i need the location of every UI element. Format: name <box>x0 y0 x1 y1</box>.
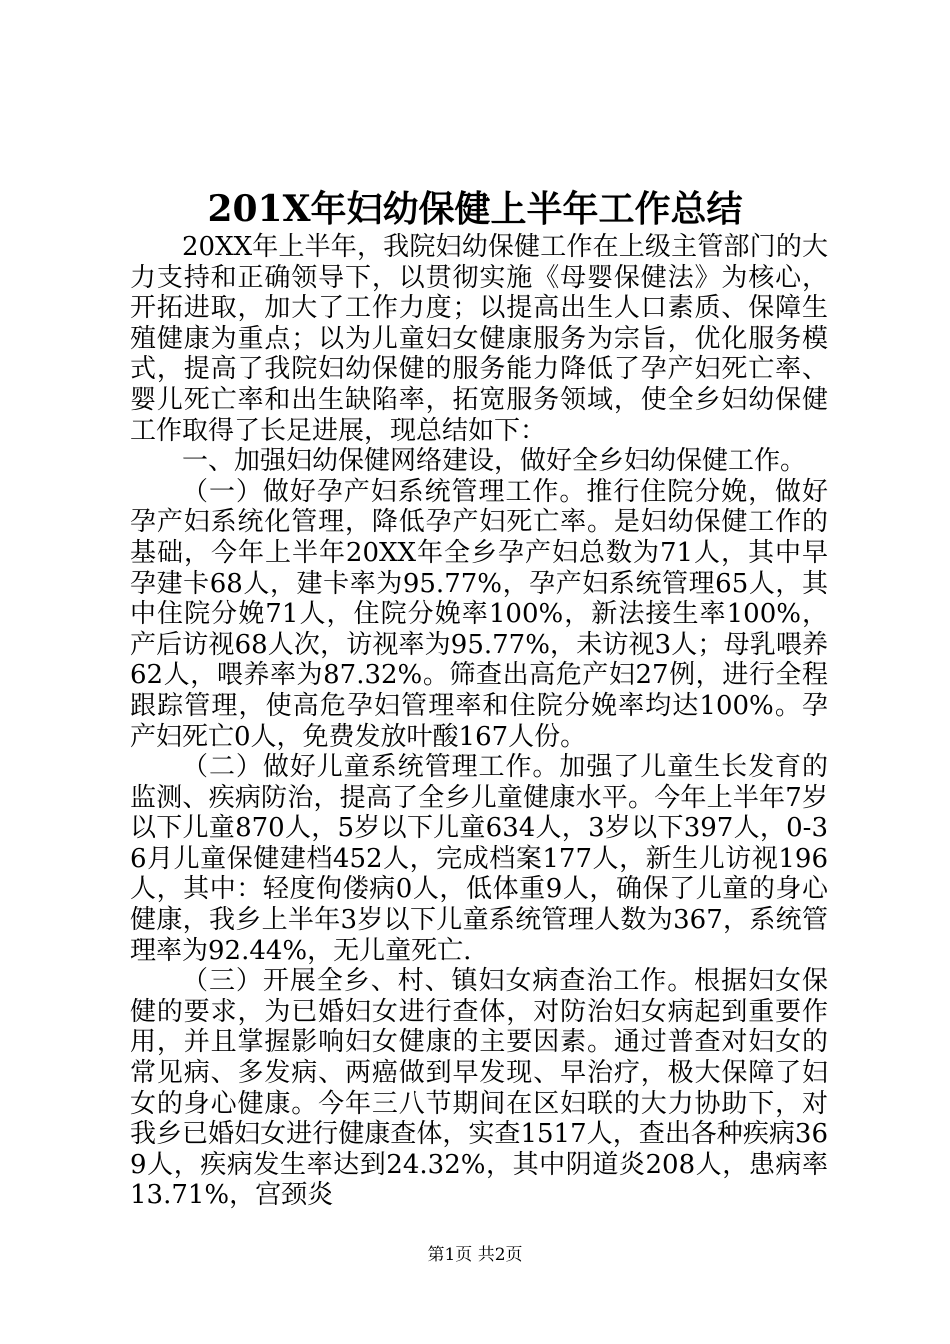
subsection-paragraph-1: （一）做好孕产妇系统管理工作。推行住院分娩，做好孕产妇系统化管理，降低孕产妇死亡率。是妇幼保健工作的基础，今年上半年20XX年全乡孕产妇总数为71人，其中早孕建卡68人，建卡率为95.77%，孕产妇系统管理65人，其中住院分娩71人，住院分娩率100%，新法接生率100%，产后访视68人次，访视率为95.77%，未访视3人；母乳喂养62人，喂养率为87.32%。筛查出高危产妇27例，进行全程跟踪管理，使高危孕妇管理率和住院分娩率均达100%。孕产妇死亡0人，免费发放叶酸167人份。 <box>130 476 828 752</box>
section-heading-1: 一、加强妇幼保健网络建设，做好全乡妇幼保健工作。 <box>182 446 807 477</box>
page-footer: 第1页 共2页 <box>427 1245 523 1265</box>
subsection-paragraph-3: （三）开展全乡、村、镇妇女病查治工作。根据妇女保健的要求，为已婚妇女进行查体，对防治妇女病起到重要作用，并且掌握影响妇女健康的主要因素。通过普查对妇女的常见病、多发病、两癌做到早发现、早治疗，极大保障了妇女的身心健康。今年三八节期间在区妇联的大力协助下，对我乡已婚妇女进行健康查体，实查1517人，查出各种疾病369人，疾病发生率达到24.32%，其中阴道炎208人，患病率13.71%，宫颈炎 <box>130 966 828 1211</box>
subsection-paragraph-2: （二）做好儿童系统管理工作。加强了儿童生长发育的监测、疾病防治，提高了全乡儿童健康水平。今年上半年7岁以下儿童870人，5岁以下儿童634人，3岁以下397人，0-36月儿童保健建档452人，完成档案177人，新生儿访视196人，其中：轻度佝偻病0人，低体重9人，确保了儿童的身心健康，我乡上半年3岁以下儿童系统管理人数为367，系统管理率为92.44%，无儿童死亡. <box>130 752 828 966</box>
document-title: 201X年妇幼保健上半年工作总结 <box>207 188 743 230</box>
intro-paragraph: 20XX年上半年，我院妇幼保健工作在上级主管部门的大力支持和正确领导下，以贯彻实施《母婴保健法》为核心，开拓进取，加大了工作力度；以提高出生人口素质、保障生殖健康为重点；以为儿童妇女健康服务为宗旨，优化服务模式，提高了我院妇幼保健的服务能力降低了孕产妇死亡率、婴儿死亡率和出生缺陷率，拓宽服务领域，使全乡妇幼保健工作取得了长足进展，现总结如下： <box>130 232 828 446</box>
document-body <box>130 232 828 1211</box>
